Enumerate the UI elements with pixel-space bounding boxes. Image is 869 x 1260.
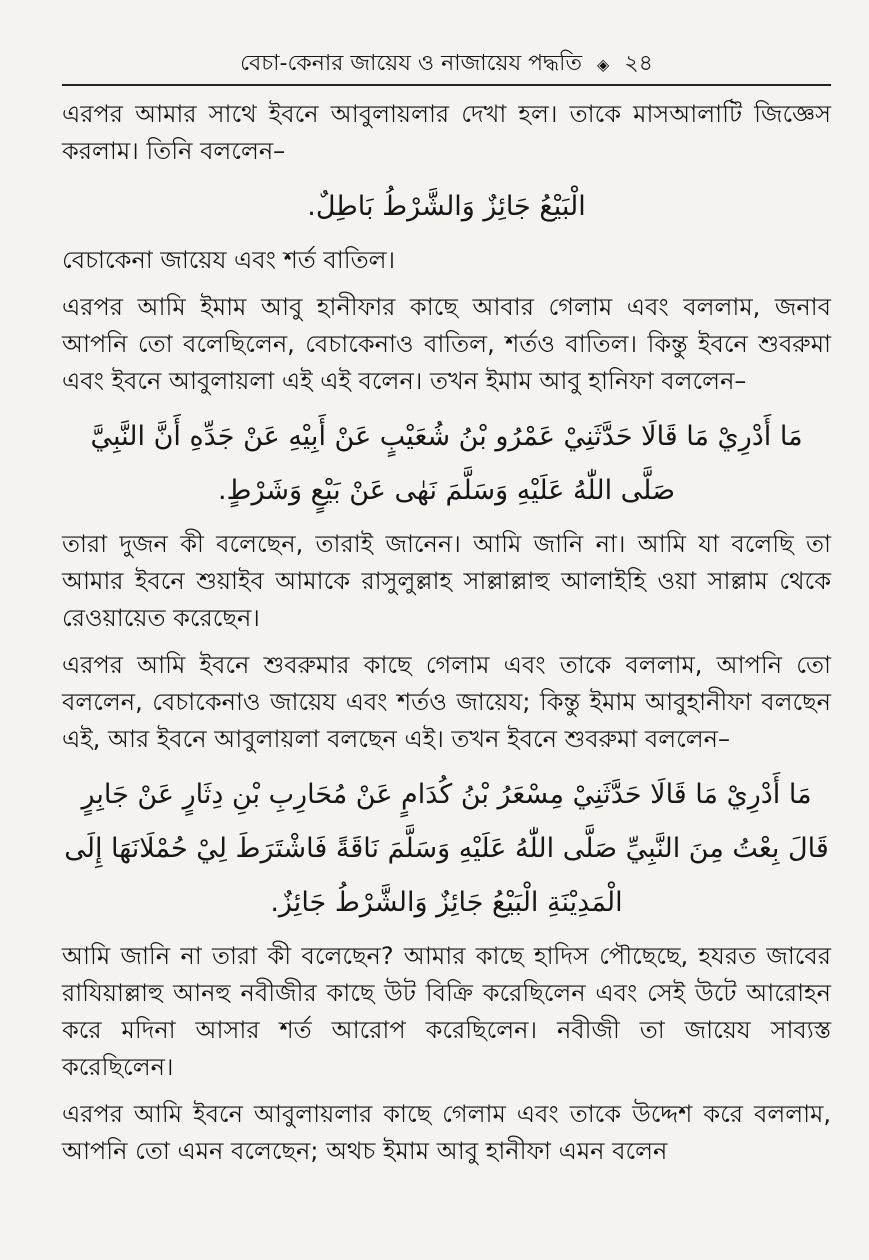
arabic-line: مَا أَدْرِيْ مَا قَالَا حَدَّثَنِيْ مِسْعَرُ بْنُ كُدَامٍ عَنْ مُحَارِبِ بْنِ دِثَارٍ عَنْ جَابِرٍ [81,779,812,810]
arabic-line: صَلَّى اللّٰهُ عَلَيْهِ وَسَلَّمَ نَهٰى عَنْ بَيْعٍ وَشَرْطٍ. [217,475,676,506]
bengali-paragraph: এরপর আমি ইবনে আবুলায়লার কাছে গেলাম এবং তাকে উদ্দেশ করে বললাম, আপনি তো এমন বলেছেন; অথচ ইমাম আবু হানীফা এমন বলেন [62,1100,831,1165]
arabic-quote [62,768,831,930]
page-body [62,96,831,1180]
arabic-line: الْبَيْعُ جَائِزٌ وَالشَّرْطُ بَاطِلٌ. [307,191,586,222]
arabic-line: الْمَدِيْنَةِ الْبَيْعُ جَائِزٌ وَالشَّرْطُ جَائِزٌ. [270,887,623,918]
header-ornament: ◈ [597,55,610,74]
arabic-quote [62,180,831,234]
arabic-line: قَالَ بِعْتُ مِنَ النَّبِيِّ صَلَّى اللّٰهُ عَلَيْهِ وَسَلَّمَ نَاقَةً فَاشْتَرَطَ لِيْ حُمْلَانَهَا إِلَى [64,833,829,864]
bengali-paragraph: তারা দুজন কী বলেছেন, তারাই জানেন। আমি জানি না। আমি যা বলেছি তা আমার ইবনে শুয়াইব আমাকে রাসুলুল্লাহ সাল্লাল্লাহু আলাইহি ওয়া সাল্লাম থেকে রেওয়ায়েত করেছেন। [62,530,831,632]
bengali-paragraph: বেচাকেনা জায়েয এবং শর্ত বাতিল। [62,246,396,274]
arabic-line: مَا أَدْرِيْ مَا قَالَا حَدَّثَنِيْ عَمْرُو بْنُ شُعَيْبٍ عَنْ أَبِيْهِ عَنْ جَدِّهِ أَنَّ النَّبِيَّ [90,421,803,452]
page-number: ২৪ [624,51,653,76]
header-title: বেচা-কেনার জায়েয ও নাজায়েয পদ্ধতি [240,51,582,76]
bengali-paragraph: আমি জানি না তারা কী বলেছেন? আমার কাছে হাদিস পৌছেছে, হযরত জাবের রাযিয়াল্লাহু আনহু নবীজীর কাছে উট বিক্রি করেছিলেন এবং সেই উটে আরোহন করে মদিনা আসার শর্ত আরোপ করেছিলেন। নবীজী তা জায়েয সাব্যস্ত করেছিলেন। [62,942,831,1081]
bengali-paragraph: এরপর আমি ইমাম আবু হানীফার কাছে আবার গেলাম এবং বললাম, জনাব আপনি তো বলেছিলেন, বেচাকেনাও বাতিল, শর্তও বাতিল। কিন্তু ইবনে শুবরুমা এবং ইবনে আবুলায়লা এই এই বলেন। তখন ইমাম আবু হানিফা বললেন– [62,293,831,395]
bengali-paragraph: এরপর আমার সাথে ইবনে আবুলায়লার দেখা হল। তাকে মাসআলাটি জিজ্ঞেস করলাম। তিনি বললেন– [62,100,831,165]
running-header [62,44,831,86]
bengali-paragraph: এরপর আমি ইবনে শুবরুমার কাছে গেলাম এবং তাকে বললাম, আপনি তো বললেন, বেচাকেনাও জায়েয এবং শর্তও জায়েয; কিন্তু ইমাম আবুহানীফা বলছেন এই, আর ইবনে আবুলায়লা বলছেন এই। তখন ইবনে শুবরুমা বললেন– [62,651,831,753]
arabic-quote [62,410,831,518]
